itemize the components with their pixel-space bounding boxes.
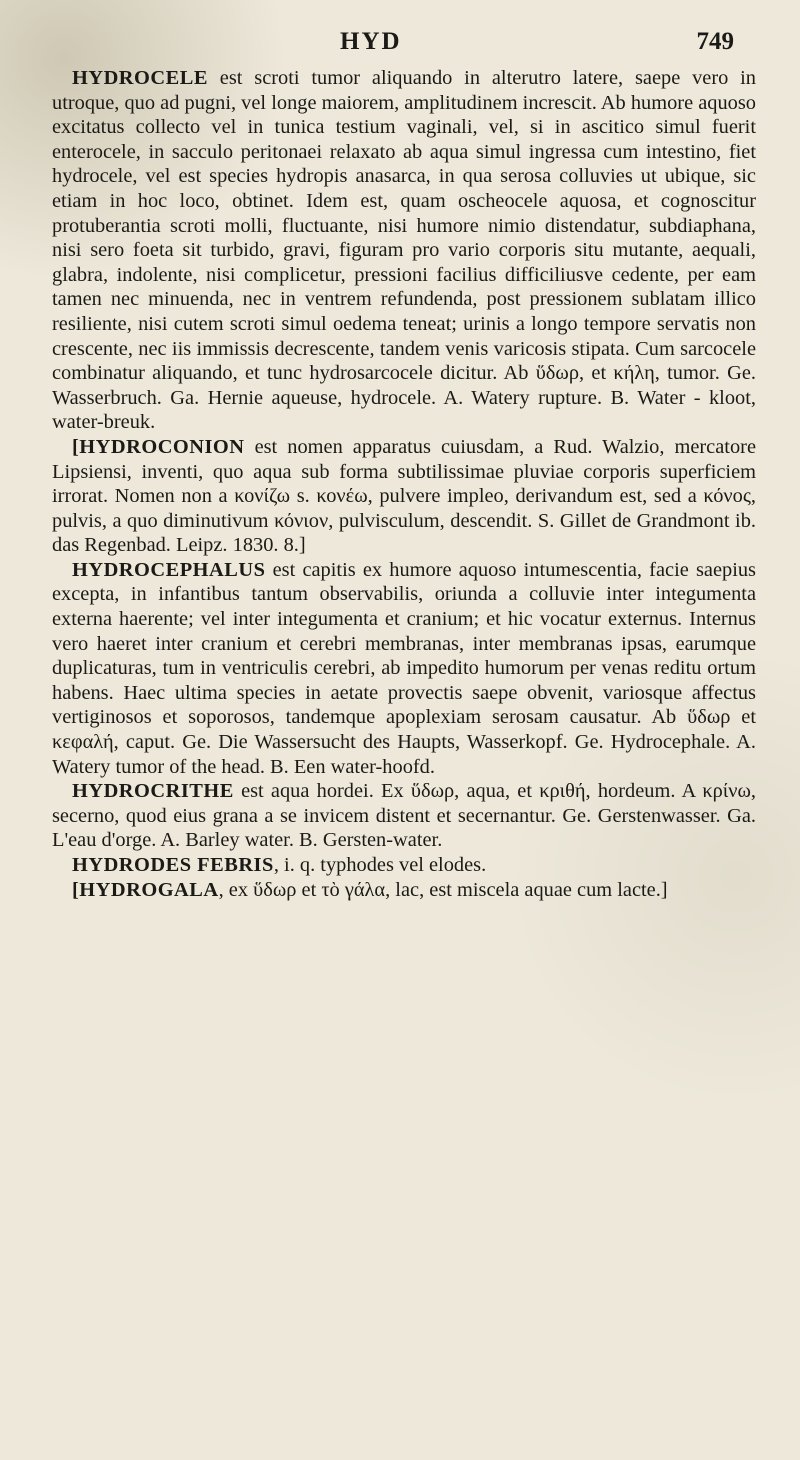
entry-hydrocrithe — [46, 779, 756, 853]
entry-body: est scroti tumor aliquando in alterutro latere, saepe vero in utroque, quo ad pugni, vel longe maiorem, amplitudinem increscit. Ab humore aquoso excitatus collecto vel in tunica testium vaginali, vel, si in ascitico simul fuerit enterocele, in sacculo peritonaei relaxato ab aqua simul ingressa cum intestino, fiet hydrocele, vel est species hydropis anasarca, in qua serosa colluvies ut ubique, sic etiam in hoc loco, obtinet. Idem est, quam oscheocele aquosa, et cognoscitur protuberantia scroti molli, fluctuante, nisi humore nimio distendatur, subdiaphana, nisi sero foeta sit turbido, gravi, figuram pro vario corporis situ mutante, aequali, glabra, indolente, nisi complicetur, pressioni facilius difficiliusve cedente, per eam tamen nec minuenda, nec in ventrem refundenda, post pressionem sublatam illico resiliente, nisi cutem scroti simul oedema teneat; urinis a longo tempore servatis non crescente, nec iis immissis decrescente, tandem venis varicosis stipata. Cum sarcocele combinatur aliquando, et tunc hydrosarcocele dicitur. Ab ὕδωρ, et κήλη, tumor. Ge. Wasserbruch. Ga. Hernie aqueuse, hydrocele. A. Watery rupture. B. Water - kloot, water-breuk. — [52, 67, 756, 434]
entry-headword: [HYDROCONION — [72, 435, 245, 458]
running-head-word: HYD — [340, 28, 402, 55]
running-head — [46, 26, 756, 56]
entry-headword: HYDROCELE — [72, 67, 208, 89]
entry-headword: HYDROCRITHE — [72, 780, 234, 803]
entry-headword: HYDROCEPHALUS — [72, 558, 266, 581]
entry-body: , i. q. typhodes vel elodes. — [273, 854, 487, 876]
entry-body: est capitis ex humore aquoso intumescentia, facie saepius excepta, in infantibus tantum observabilis, oriunda a colluvie inter integumenta externa haerente; vel inter integumenta et cranium; et hic vocatur externus. Internus vero haeret inter cranium et cerebri membranas, inter membranas ipsas, earumque duplicaturas, tum in ventriculis cerebri, ab impedito humorum per venas reditu ortum habens. Haec ultima species in aetate provectis saepe obvenit, variosque affectus vertiginosos et soporosos, tandemque apoplexiam serosam causatur. Ab ὕδωρ et κεφαλή, caput. Ge. Die Wassersucht des Haupts, Wasserkopf. Ge. Hydrocephale. A. Watery tumor of the head. B. Een water-hoofd. — [52, 558, 756, 778]
entry-hydrogala — [46, 878, 756, 903]
entry-hydroconion — [46, 435, 756, 558]
entry-headword: [HYDROGALA — [72, 878, 219, 901]
entry-hydrocephalus — [46, 558, 756, 779]
entry-hydrocele — [46, 66, 756, 435]
entry-headword: HYDRODES FEBRIS — [72, 854, 274, 876]
entries — [46, 66, 756, 902]
entry-body: est aqua hordei. Ex ὕδωρ, aqua, et κριθή, hordeum. A κρίνω, secerno, quod eius grana a se invicem distent et secernantur. Ge. Gerstenwasser. Ga. L'eau d'orge. A. Barley water. B. Gersten-water. — [52, 780, 756, 852]
page-number: 749 — [696, 28, 734, 55]
entry-body: est nomen apparatus cuiusdam, a Rud. Walzio, mercatore Lipsiensi, inventi, quo aqua sub forma subtilissimae pluviae corporis superficiem irrorat. Nomen non a κονίζω s. κονέω, pulvere impleo, derivandum est, sed a κόνος, pulvis, a quo diminutivum κόνιον, pulvisculum, descendit. S. Gillet de Grandmont ib. das Regenbad. Leipz. 1830. 8.] — [52, 435, 756, 557]
entry-body: , ex ὕδωρ et τὸ γάλα, lac, est miscela aquae cum lacte.] — [218, 878, 668, 901]
entry-hydrodes-febris — [46, 853, 756, 878]
